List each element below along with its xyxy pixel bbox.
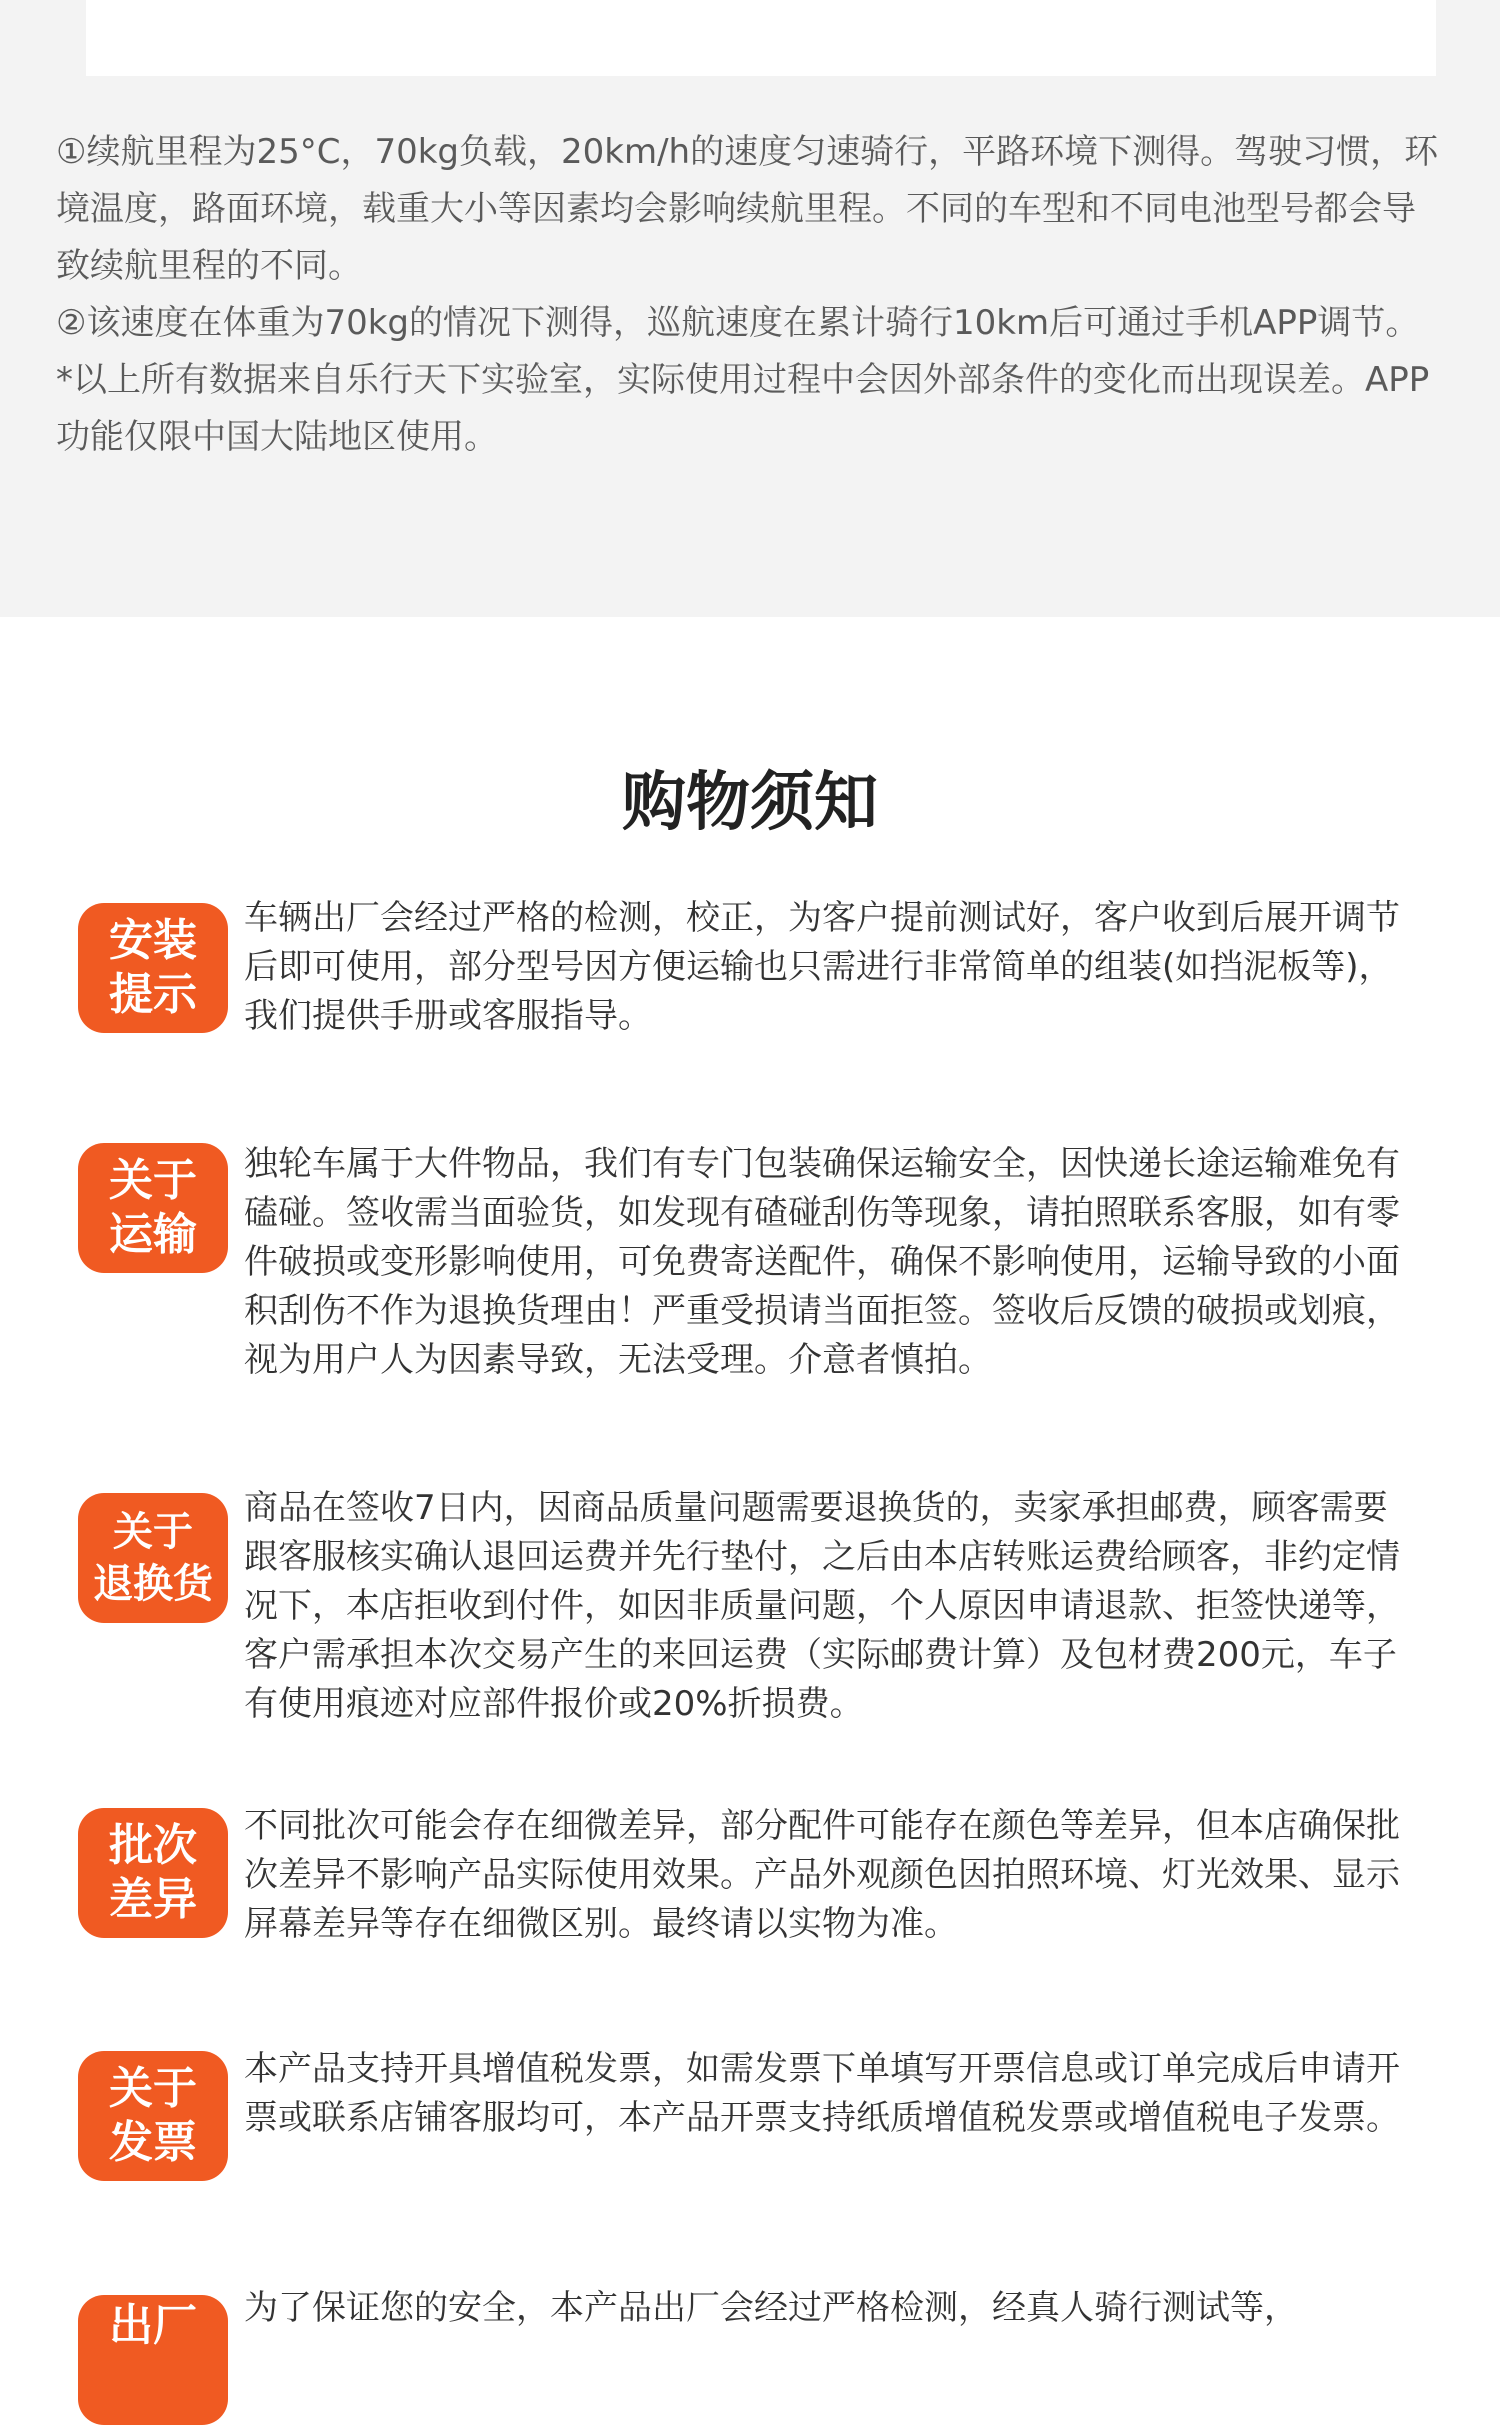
notice-invoice-text: 本产品支持开具增值税发票，如需发票下单填写开票信息或订单完成后申请开票或联系店铺客服均可，本产品开票支持纸质增值税发票或增值税电子发票。 — [244, 2049, 1400, 2138]
note-range: ①续航里程为25°C，70kg负载，20km/h的速度匀速骑行，平路环境下测得。驾驶习惯，环境温度，路面环境，载重大小等因素均会影响续航里程。不同的车型和不同电池型号都会导致续航里程的不同。 — [56, 132, 1439, 286]
badge-line1: 关于 — [113, 1509, 193, 1555]
badge-line2: 发票 — [109, 2117, 197, 2168]
spec-card-bottom — [86, 0, 1436, 76]
note-disclaimer: *以上所有数据来自乐行天下实验室，实际使用过程中会因外部条件的变化而出现误差。APP功能仅限中国大陆地区使用。 — [56, 360, 1430, 457]
badge-returns — [78, 1493, 228, 1623]
notice-batch-text: 不同批次可能会存在细微差异，部分配件可能存在颜色等差异，但本店确保批次差异不影响产品实际使用效果。产品外观颜色因拍照环境、灯光效果、显示屏幕差异等存在细微区别。最终请以实物为准。 — [244, 1806, 1400, 1944]
notice-factory-text: 为了保证您的安全，本产品出厂会经过严格检测，经真人骑行测试等， — [244, 2288, 1298, 2328]
badge-line1: 安装 — [109, 915, 197, 966]
note-speed: ②该速度在体重为70kg的情况下测得，巡航速度在累计骑行10km后可通过手机APP调节。 — [56, 303, 1420, 343]
badge-line1: 批次 — [109, 1820, 197, 1871]
badge-line1: 关于 — [109, 2063, 197, 2114]
badge-line2: 差异 — [109, 1874, 197, 1925]
section-title: 购物须知 — [622, 766, 878, 841]
badge-batch — [78, 1808, 228, 1938]
notice-install-text: 车辆出厂会经过严格的检测，校正，为客户提前测试好，客户收到后展开调节后即可使用，部分型号因方便运输也只需进行非常简单的组装(如挡泥板等)，我们提供手册或客服指导。 — [244, 898, 1400, 1036]
notice-returns-text: 商品在签收7日内，因商品质量问题需要退换货的，卖家承担邮费，顾客需要跟客服核实确认退回运费并先行垫付，之后由本店转账运费给顾客，非约定情况下，本店拒收到付件，如因非质量问题，个人原因申请退款、拒签快递等，客户需承担本次交易产生的来回运费（实际邮费计算）及包材费200元，车子有使用痕迹对应部件报价或20%折损费。 — [244, 1488, 1400, 1724]
badge-factory — [78, 2295, 228, 2425]
badge-line1: 出厂 — [109, 2300, 197, 2351]
badge-line2: 提示 — [109, 969, 197, 1020]
badge-install — [78, 903, 228, 1033]
spec-notes-section — [0, 0, 1500, 617]
notice-shipping-text: 独轮车属于大件物品，我们有专门包装确保运输安全，因快递长途运输难免有磕碰。签收需当面验货，如发现有碴碰刮伤等现象，请拍照联系客服，如有零件破损或变形影响使用，可免费寄送配件，确保不影响使用，运输导致的小面积刮伤不作为退换货理由！严重受损请当面拒签。签收后反馈的破损或划痕，视为用户人为因素导致，无法受理。介意者慎拍。 — [244, 1144, 1400, 1380]
badge-shipping — [78, 1143, 228, 1273]
badge-line2: 退换货 — [93, 1561, 213, 1607]
badge-invoice — [78, 2051, 228, 2181]
badge-line1: 关于 — [109, 1155, 197, 1206]
spec-notes — [56, 124, 1446, 466]
badge-line2: 运输 — [109, 1209, 197, 1260]
